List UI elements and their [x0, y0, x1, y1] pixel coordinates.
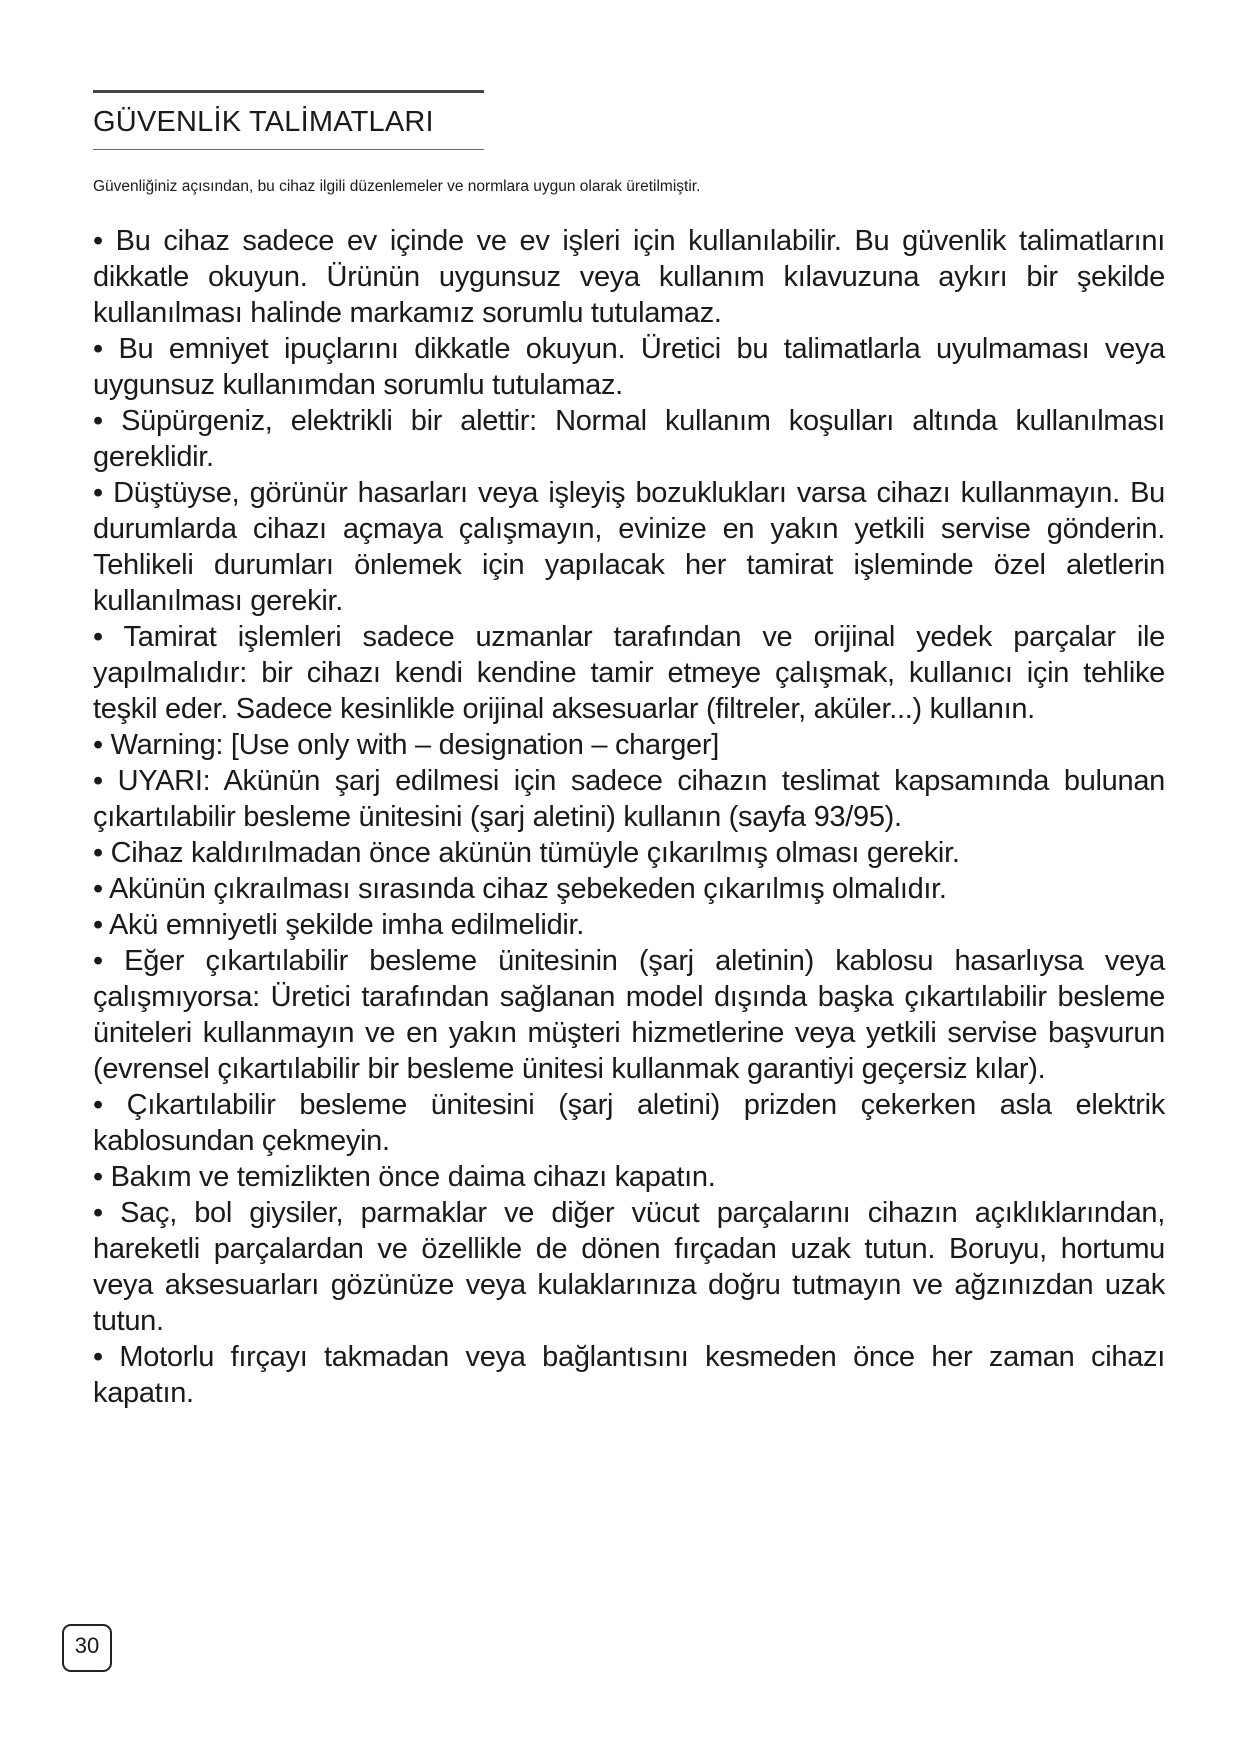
safety-instructions-list — [93, 223, 1165, 1411]
instruction-item: • Bu emniyet ipuçlarını dikkatle okuyun. Üretici bu talimatlarla uyulmaması veya uygunsuz kullanımdan sorumlu tutulamaz. — [93, 333, 1165, 401]
instruction-item: • Düştüyse, görünür hasarları veya işleyiş bozuklukları varsa cihazı kullanmayın. Bu durumlarda cihazı açmaya çalışmayın, evinize en yakın yetkili servise gönderin. Tehlikeli durumları önlemek için yapılacak her tamirat işleminde özel aletlerin kullanılması gerekir. — [93, 477, 1165, 617]
instruction-item: • Saç, bol giysiler, parmaklar ve diğer vücut parçalarını cihazın açıklıklarından, hareketli parçalardan ve özellikle de dönen fırçadan uzak tutun. Boruyu, hortumu veya aksesuarları gözünüze veya kulaklarınıza doğru tutmayın ve ağzınızdan uzak tutun. — [93, 1197, 1165, 1337]
header-bottom-rule — [93, 149, 484, 150]
instruction-item: • Çıkartılabilir besleme ünitesini (şarj aletini) prizden çekerken asla elektrik kablosundan çekmeyin. — [93, 1089, 1165, 1157]
instruction-item: • Tamirat işlemleri sadece uzmanlar tarafından ve orijinal yedek parçalar ile yapılmalıdır: bir cihazı kendi kendine tamir etmeye çalışmak, kullanıcı için tehlike teşkil eder. Sadece kesinlikle orijinal aksesuarlar (filtreler, aküler...) kullanın. — [93, 621, 1165, 725]
intro-text: Güvenliğiniz açısından, bu cihaz ilgili düzenlemeler ve normlara uygun olarak üretilmiştir. — [93, 178, 701, 195]
instruction-item: • Bu cihaz sadece ev içinde ve ev işleri için kullanılabilir. Bu güvenlik talimatlarını dikkatle okuyun. Ürünün uygunsuz veya kullanım kılavuzuna aykırı bir şekilde kullanılması halinde markamız sorumlu tutulamaz. — [93, 225, 1165, 329]
instruction-item: • Motorlu fırçayı takmadan veya bağlantısını kesmeden önce her zaman cihazı kapatın. — [93, 1341, 1165, 1409]
page-title: GÜVENLİK TALİMATLARI — [93, 106, 434, 138]
section-header — [93, 90, 484, 150]
instruction-item: • Akü emniyetli şekilde imha edilmelidir. — [93, 909, 585, 941]
instruction-item: • Cihaz kaldırılmadan önce akünün tümüyle çıkarılmış olması gerekir. — [93, 837, 960, 869]
instruction-item: • Eğer çıkartılabilir besleme ünitesinin (şarj aletinin) kablosu hasarlıysa veya çalışmıyorsa: Üretici tarafından sağlanan model dışında başka çıkartılabilir besleme üniteleri kullanmayın ve en yakın müşteri hizmetlerine veya yetkili servise başvurun (evrensel çıkartılabilir bir besleme ünitesi kullanmak garantiyi geçersiz kılar). — [93, 945, 1165, 1085]
page-number-badge: 30 — [62, 1624, 112, 1672]
instruction-item: • Bakım ve temizlikten önce daima cihazı kapatın. — [93, 1161, 716, 1193]
instruction-item: • Warning: [Use only with – designation – charger] — [93, 729, 719, 761]
instruction-item: • Akünün çıkraılması sırasında cihaz şebekeden çıkarılmış olmalıdır. — [93, 873, 947, 905]
instruction-item: • UYARI: Akünün şarj edilmesi için sadece cihazın teslimat kapsamında bulunan çıkartılabilir besleme ünitesini (şarj aletini) kullanın (sayfa 93/95). — [93, 765, 1165, 833]
instruction-item: • Süpürgeniz, elektrikli bir alettir: Normal kullanım koşulları altında kullanılması gereklidir. — [93, 405, 1165, 473]
